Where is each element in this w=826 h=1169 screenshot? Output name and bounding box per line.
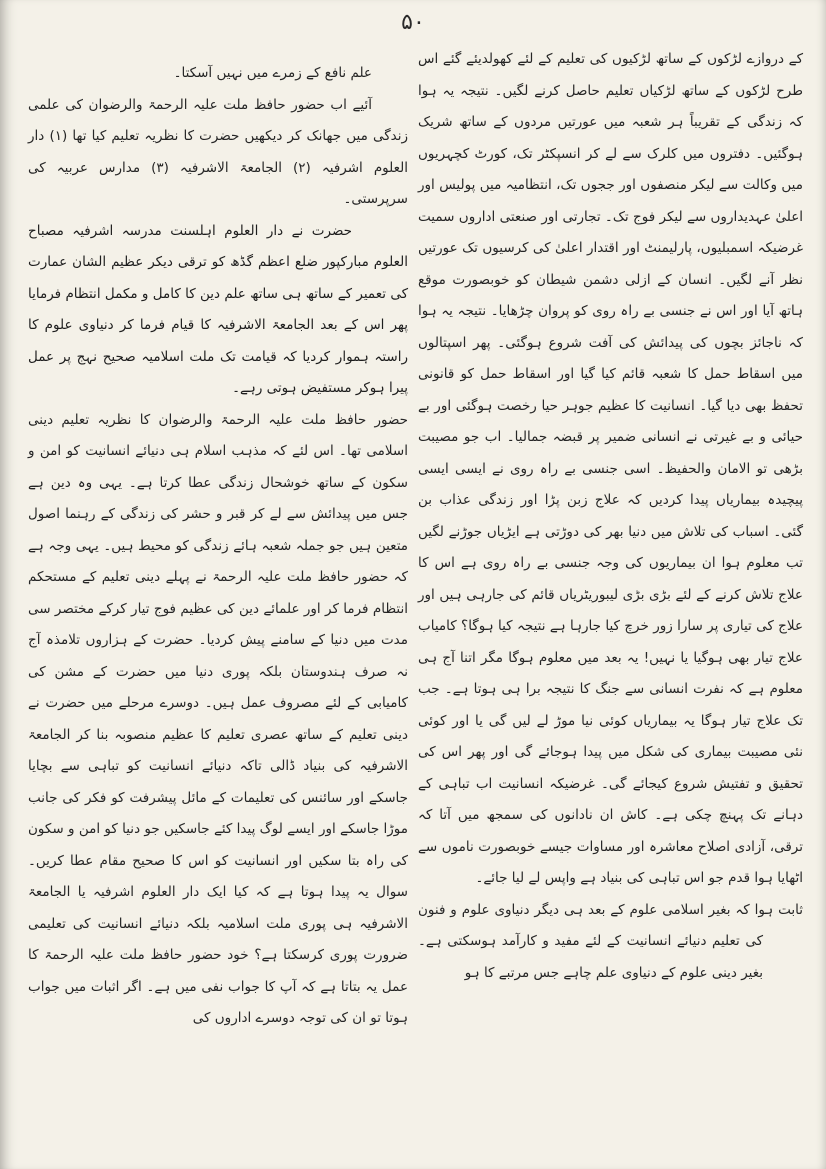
page-number: ۵۰ bbox=[401, 10, 425, 35]
paragraph: علم نافع کے زمرے میں نہیں آسکتا۔ bbox=[173, 65, 372, 81]
left-text-column bbox=[28, 58, 408, 1089]
paragraph: کے دروازے لڑکوں کے ساتھ لڑکیوں کی تعلیم کے لئے کھولدیئے گئے اس طرح لڑکوں کے ساتھ لڑکیاں تعلیم حاصل کرنے لگیں۔ نتیجہ یہ ہوا کہ زندگی کے تقریباً ہر شعبہ میں عورتیں مردوں کے ساتھ شریک ہوگئیں۔ دفتروں میں کلرک سے لے کر انسپکٹر تک، کورٹ کچہریوں میں وکالت سے لیکر منصفوں اور ججوں تک، انتظامیہ میں پولیس اور اعلیٰ عہدیداروں سے لیکر فوج تک۔ تجارتی اور صنعتی اداروں سمیت غرضیکہ اسمبلیوں، پارلیمنٹ اور اقتدار اعلیٰ کی کرسیوں تک عورتیں نظر آنے لگیں۔ انسان کے ازلی دشمن شیطان کو خوبصورت موقع ہاتھ آیا اور اس نے جنسی بے راہ روی کو پروان چڑھایا۔ نتیجہ یہ ہوا کہ ناجائز بچوں کی پیدائش کی آفت شروع ہوگئی۔ پھر اسپتالوں میں اسقاط حمل کا شعبہ قائم کیا گیا اور اسقاط حمل کو قانونی تحفظ بھی دیا گیا۔ انسانیت کا عظیم جوہر حیا رخصت ہوگئی اور بے حیائی و بے غیرتی نے انسانی ضمیر پر قبضہ جمالیا۔ اب جو مصیبت بڑھی تو الامان والحفیظ۔ اسی جنسی بے راہ روی نے ایسی ایسی پیچیدہ بیماریاں پیدا کردیں کہ علاج زبن پڑا اور زندگی عذاب بن گئی۔ اسباب کی تلاش میں دنیا بھر کی دوڑتی ہے ایڑیاں جوڑنے لگیں تب معلوم ہوا ان بیماریوں کی وجہ جنسی بے راہ روی ہے اس کا علاج تلاش کرنے کے لئے بڑی بڑی لیبوریٹریاں قائم کی جارہی ہیں اور علاج کی تیاری پر سارا زور خرچ کیا جارہا ہے نتیجہ کیا ہوگا؟ کامیاب علاج تیار بھی ہوگیا یا نہیں! یہ بعد میں معلوم ہوگا مگر اتنا آج ہی معلوم ہے کہ نفرت انسانی سے جنگ کا نتیجہ برا ہی ہوتا ہے۔ جب تک علاج تیار ہوگا یہ بیماریاں کوئی نیا موڑ لے لیں گی یا اور کوئی نئی مصیبت بیماری کی شکل میں پیدا ہوجائے گی اور پھر اس کی تحقیق و تفتیش شروع کیجائے گی۔ غرضیکہ انسانیت اب تباہی کے دہانے تک پہنچ چکی ہے۔ کاش ان نادانوں کی سمجھ میں آتا کہ ترقی، آزادی اصلاح معاشرہ اور مساوات جیسے خوبصورت ناموں سے اٹھایا ہوا قدم جو اس تباہی کی بنیاد ہے واپس لے لیا جائے۔ bbox=[418, 51, 803, 886]
paragraph: ثابت ہوا کہ بغیر اسلامی علوم کے بعد ہی دیگر دنیاوی علوم و فنون کی تعلیم دنیائے انسانیت کے لئے مفید و کارآمد ہوسکتی ہے۔ بغیر دینی علوم کے دنیاوی علم چاہے جس مرتبے کا ہو bbox=[418, 901, 803, 981]
paragraph: حضور حافظ ملت علیہ الرحمۃ والرضوان کا نظریہ تعلیم دینی اسلامی تھا۔ اس لئے کہ مذہب اسلام ہی دنیائے انسانیت کو امن و سکون کے ساتھ خوشحال زندگی عطا کرتا ہے۔ یہی وہ دین ہے جس میں پیدائش سے لے کر قبر و حشر کی زندگی کے رہنما اصول متعین ہیں جو جملہ شعبہ ہائے زندگی کو محیط ہیں۔ یہی وجہ ہے کہ حضور حافظ ملت علیہ الرحمۃ نے پہلے دینی تعلیم کے مستحکم انتظام فرما کر اور علمائے دین کی عظیم فوج تیار کرکے مختصر سی مدت میں دنیا کے سامنے پیش کردیا۔ حضرت کے ہزاروں تلامذہ آج نہ صرف ہندوستان بلکہ پوری دنیا میں حضرت کے مشن کی کامیابی کے لئے مصروف عمل ہیں۔ دوسرے مرحلے میں حضرت نے دینی تعلیم کے ساتھ عصری تعلیم کا عظیم منصوبہ بنا کر الجامعۃ الاشرفیہ کی بنیاد ڈالی تاکہ دنیائے انسانیت کو تباہی سے بچایا جاسکے اور سائنس کی تعلیمات کے مائل پیشرفت کو فکر کی جانب موڑا جاسکے اور ایسے لوگ پیدا کئے جاسکیں جو دنیا کو امن و سکون کی راہ بتا سکیں اور انسانیت کو اس کا صحیح مقام عطا کریں۔ سوال یہ پیدا ہوتا ہے کہ کیا ایک دار العلوم اشرفیہ یا الجامعۃ الاشرفیہ ہی پوری ملت اسلامیہ بلکہ دنیائے انسانیت کی تعلیمی ضرورت پوری کرسکتا ہے؟ خود حضور حافظ ملت علیہ الرحمۃ کا عمل یہ بتاتا ہے کہ آپ کا جواب نفی میں ہے۔ اگر اثبات میں جواب ہوتا تو ان کی توجہ دوسرے اداروں کی bbox=[28, 411, 408, 1026]
paragraph: آئیے اب حضور حافظ ملت علیہ الرحمۃ والرضوان کی علمی زندگی میں جھانک کر دیکھیں حضرت کا نظریہ تعلیم کیا تھا (۱) دار العلوم اشرفیہ (۲) الجامعۃ الاشرفیہ (۳) مدارس عربیہ کی سرپرستی۔ bbox=[28, 96, 409, 207]
right-text-column bbox=[418, 44, 803, 1089]
paragraph: حضرت نے دار العلوم اہلسنت مدرسہ اشرفیہ مصباح العلوم مبارکپور ضلع اعظم گڈھ کو ترقی دیکر عظیم الشان عمارت کی تعمیر کے ساتھ ہی ساتھ علم دین کا کامل و مکمل انتظام فرمایا پھر اس کے بعد الجامعۃ الاشرفیہ کا قیام فرما کر دنیاوی علوم کا راستہ ہموار کردیا کہ قیامت تک ملت اسلامیہ صحیح نہج پر عمل پیرا ہوکر مستفیض ہوتی رہے۔ bbox=[28, 222, 408, 396]
